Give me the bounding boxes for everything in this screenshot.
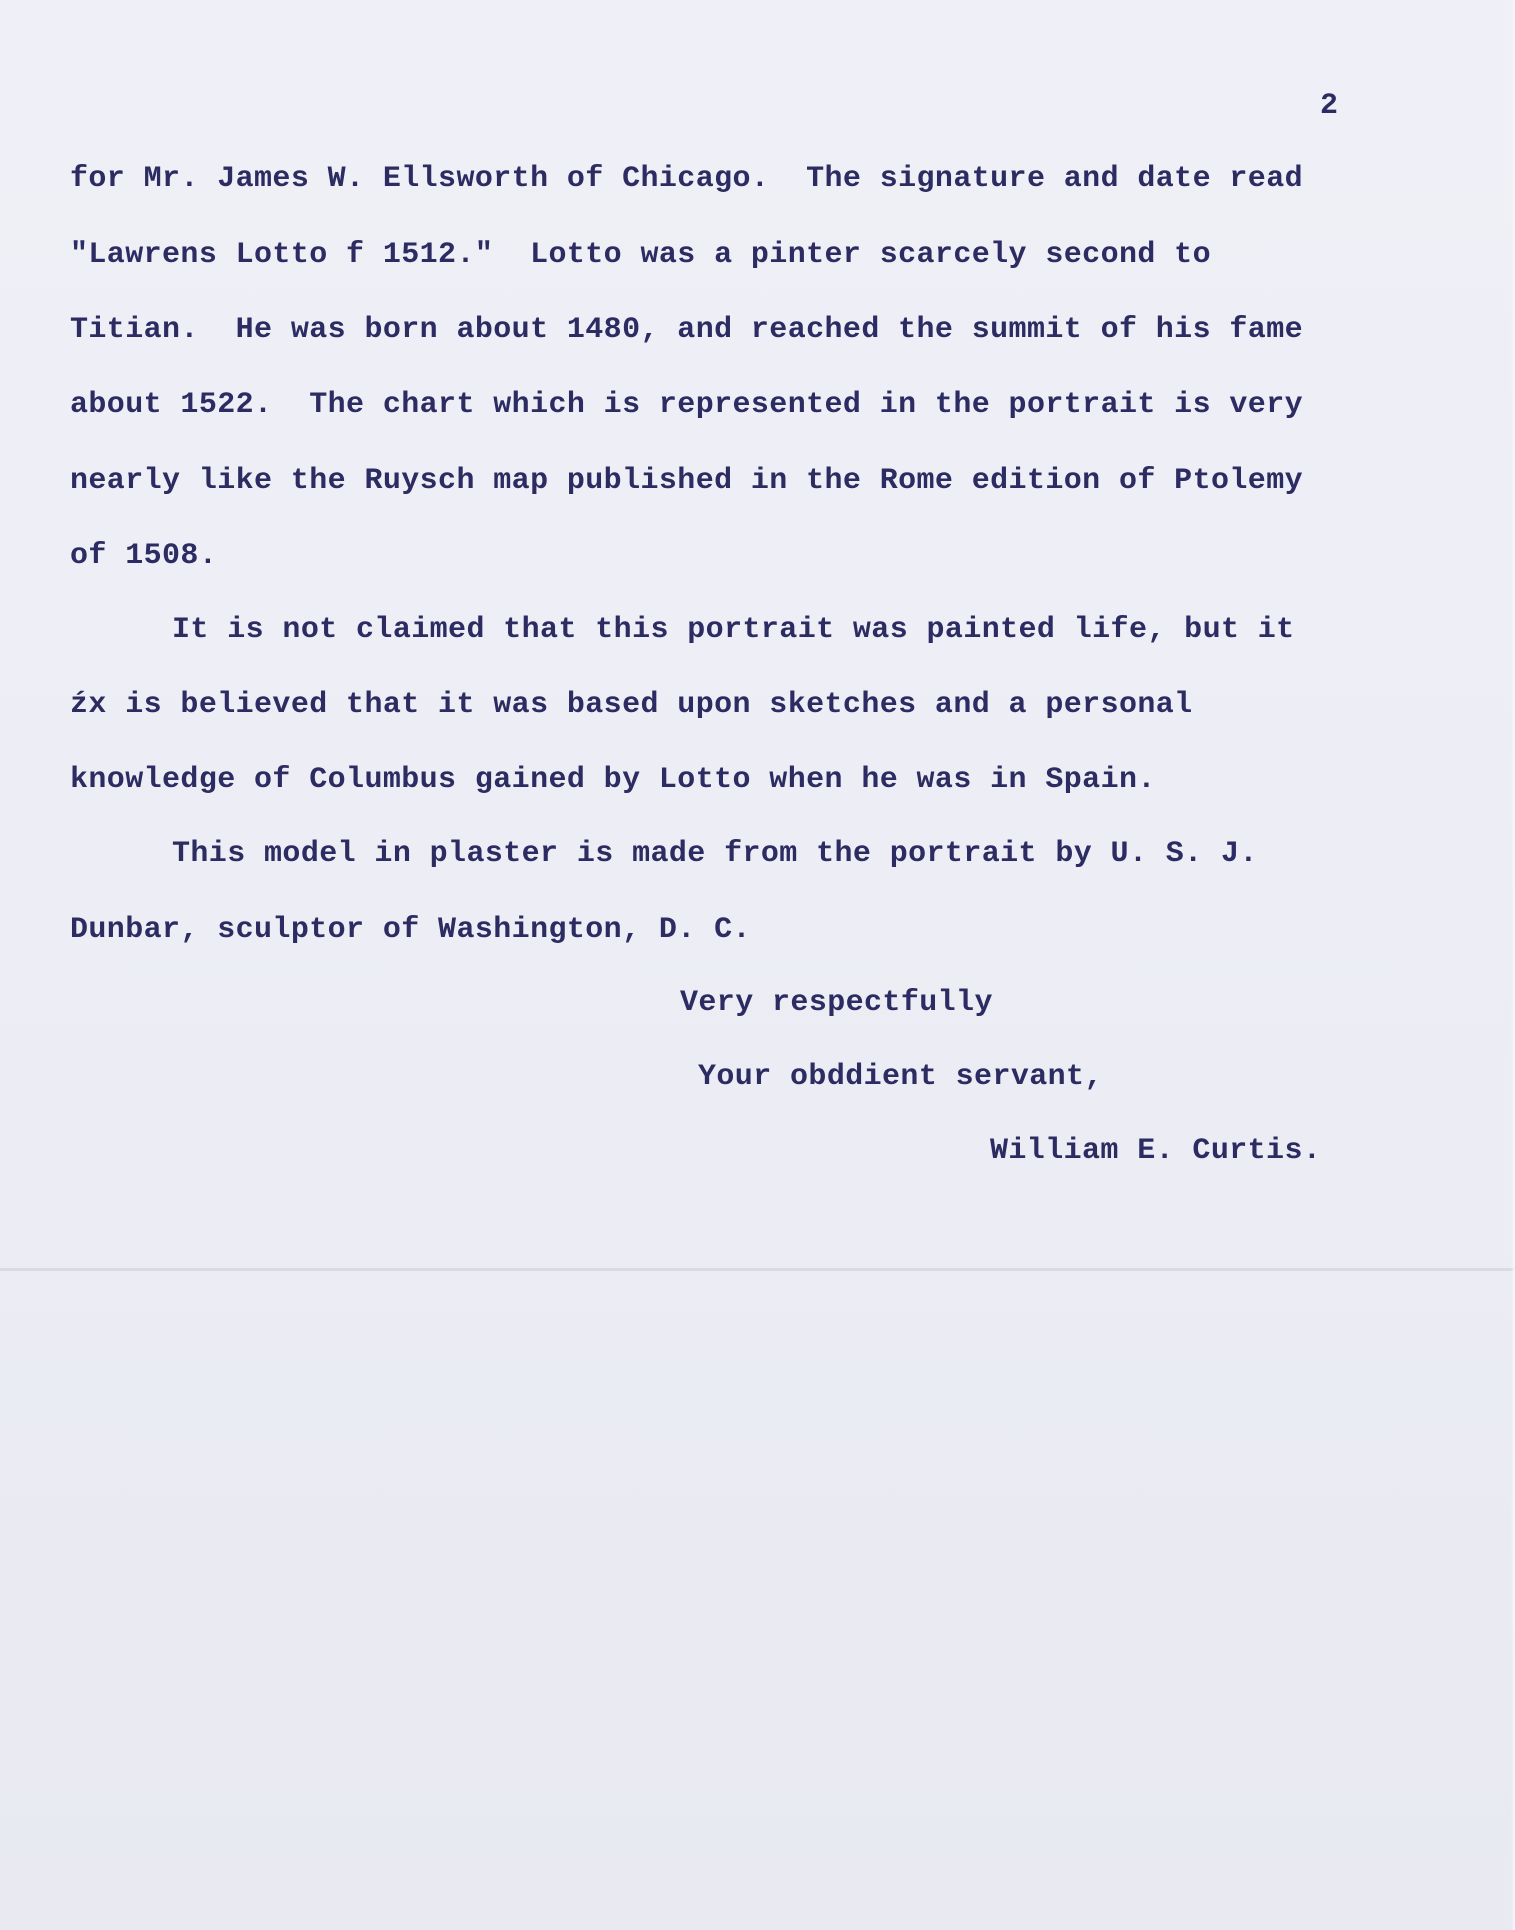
body-line: for Mr. James W. Ellsworth of Chicago. The signature and date read (70, 162, 1303, 196)
page-number: 2 (1320, 89, 1339, 123)
paragraph-first-line: This model in plaster is made from the portrait by U. S. J. (172, 837, 1258, 871)
body-line: about 1522. The chart which is represented in the portrait is very (70, 388, 1303, 422)
body-line: źx is believed that it was based upon sketches and a personal (70, 688, 1193, 722)
body-line: nearly like the Ruysch map published in the Rome edition of Ptolemy (70, 464, 1303, 498)
paper-fold-line (0, 1268, 1515, 1271)
body-line: "Lawrens Lotto f 1512." Lotto was a pinter scarcely second to (70, 238, 1211, 272)
body-line: of 1508. (70, 539, 218, 573)
body-line: Titian. He was born about 1480, and reached the summit of his fame (70, 313, 1303, 347)
body-line: knowledge of Columbus gained by Lotto when he was in Spain. (70, 763, 1156, 797)
closing-salutation: Very respectfully (680, 986, 993, 1020)
body-line: Dunbar, sculptor of Washington, D. C. (70, 913, 751, 947)
paper-edge (1511, 0, 1515, 1930)
closing-servant: Your obddient servant, (698, 1060, 1103, 1094)
paragraph-first-line: It is not claimed that this portrait was painted life, but it (172, 613, 1295, 647)
signature-name: William E. Curtis. (990, 1134, 1322, 1168)
